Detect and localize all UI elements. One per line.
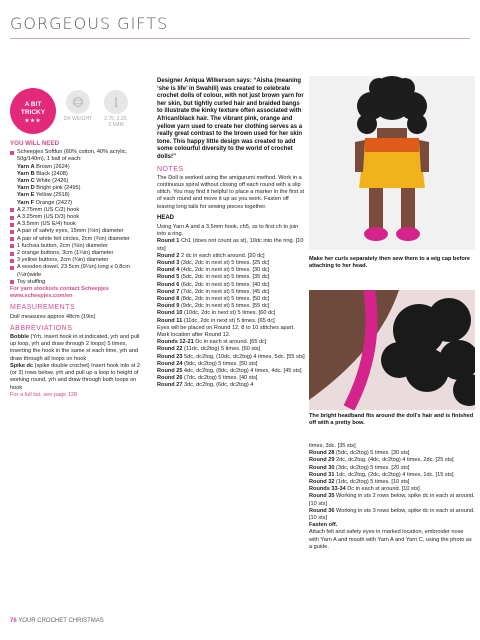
continued-rounds xyxy=(309,450,475,529)
measurements-text: Doll measures approx 48cm (19in) xyxy=(10,313,96,320)
pattern-round: Round 5 (5dc, 2dc in next st) 5 times. [35 dc] xyxy=(157,274,270,281)
abbrev-bobble: Bobble (Yrh, insert hook in st indicated, yrh and pull up loop, yrh and draw through 2 loops) 5 times, inserting the hook in the same st each time, yrh and draw through all loops on hook xyxy=(10,334,140,362)
bullet-icon xyxy=(10,230,14,234)
doll-hair-photo xyxy=(309,290,475,410)
pattern-round: Rounds 12-21 Dc in each st around. [65 dc] xyxy=(157,339,267,346)
section-title: GORGEOUS GIFTS xyxy=(10,14,169,33)
pattern-round: Round 27 3dc, dc2tog, (6dc, dc2tog) 4 xyxy=(157,382,254,389)
full-list-link[interactable]: For a full list, see page 128 xyxy=(10,391,78,398)
pattern-round: Round 24 (9dc, dc2tog) 5 times. [50 sts] xyxy=(157,360,258,367)
pattern-round: Round 26 (7dc, dc2tog) 5 times. [40 sts] xyxy=(157,375,258,382)
materials-item: A 3.5mm (US E/4) hook xyxy=(10,221,142,228)
pattern-round: Round 32 (1dc, dc2tog) 5 times. [10 sts] xyxy=(309,479,410,486)
page-header xyxy=(10,14,470,40)
bullet-icon xyxy=(10,151,14,155)
pattern-round: Round 3 (3dc, 2dc in next st) 5 times. [25 dc] xyxy=(157,259,270,266)
pattern-column xyxy=(157,78,305,390)
notes-text: The Doll is worked using the amigurumi method. Work in a continuous spiral without closing off each round with a slip stitch. You may find it helpful to place a marker in the first st of each round and move it up as you work. Fasten off leaving long tails for sewing pieces together. xyxy=(157,174,305,210)
page-footer xyxy=(10,618,104,624)
pattern-round: Round 6 (6dc, 2dc in next st) 5 times. [40 dc] xyxy=(157,281,270,288)
pattern-round: Round 35 Working in sts 2 rows below, spike dc in each st around. [10 sts] xyxy=(309,493,475,507)
yarn-item: Yarn F Orange (2427) xyxy=(17,199,73,206)
materials-item: Scheepjes Softfun (60% cotton, 40% acrylic, 50g/140m), 1 ball of each: xyxy=(10,149,142,163)
pattern-round: Round 8 (8dc, 2dc in next st) 5 times. [50 dc] xyxy=(157,295,270,302)
pattern-round: Round 1 Ch1 (does not count as st), 10dc into the ring. [10 sts] xyxy=(157,238,304,252)
materials-item: A 2.75mm (US C/2) hook xyxy=(10,207,142,214)
bullet-icon xyxy=(10,208,14,212)
materials-item: A pair of white felt circles, 2cm (¾in) diameter xyxy=(10,236,142,243)
difficulty-stars: ★★★ xyxy=(24,118,42,124)
hook-size-label: 2.75, 3.25, 3.5MM xyxy=(104,116,128,128)
pattern-round: Round 25 4dc, dc2tog, (8dc, dc2tog) 4 times, 4dc. [45 sts] xyxy=(157,368,302,375)
photo-caption-1: Make her curls separately then sew them to a wig cap before attaching to her head. xyxy=(309,256,471,269)
materials-column xyxy=(10,140,142,399)
notes-heading: NOTES xyxy=(157,165,184,173)
yarn-item: Yarn B Black (2408) xyxy=(17,170,68,177)
yarn-item: Yarn C White (2426) xyxy=(17,178,69,185)
pattern-round: Round 9 (9dc, 2dc in next st) 5 times. [55 dc] xyxy=(157,303,270,310)
difficulty-badge xyxy=(10,88,56,134)
yarn-item: Yarn E Yellow (2518) xyxy=(17,192,70,199)
yarn-item: Yarn D Bright pink (2495) xyxy=(17,185,81,192)
bullet-icon xyxy=(10,237,14,241)
difficulty-line-1: A BIT xyxy=(24,101,42,108)
you-will-need-heading: YOU WILL NEED xyxy=(10,140,60,147)
pattern-round: Round 4 (4dc, 2dc in next st) 5 times. [30 dc] xyxy=(157,267,270,274)
pattern-round: Round 2 2 dc in each stitch around. [20 dc] xyxy=(157,252,265,259)
pattern-round: Round 28 (5dc, dc2tog) 5 times. [30 sts] xyxy=(309,450,410,457)
photo-caption-2: The bright headband fits around the doll's hair and is finished off with a pretty bow. xyxy=(309,413,474,426)
pattern-round: Round 36 Working in sts 3 rows below, spike dc in each st around. [10 sts] xyxy=(309,507,475,522)
bullet-icon xyxy=(10,244,14,248)
pattern-round: Round 23 5dc, dc2tog, (10dc, dc2tog) 4 times, 5dc. [55 sts] xyxy=(157,353,305,360)
abbrev-spike: Spike dc (spike double crochet) Insert hook into st 2 (or 3) rows below, yrh and pull up a loop to height of working round, yrh and draw through both loops on hook xyxy=(10,362,140,391)
bullet-icon xyxy=(10,252,14,256)
pattern-round: Round 31 1dc, dc2tog, (2dc, dc2tog) 4 times, 1dc. [15 sts] xyxy=(309,471,454,478)
measurements-heading: MEASUREMENTS xyxy=(10,304,76,312)
hook-icon xyxy=(104,90,128,114)
pattern-round: Round 30 (3dc, dc2tog) 5 times. [20 sts] xyxy=(309,464,410,471)
materials-item: A wooden dowel, 23.5cm (9¼in) long x 0.8cm (¼in)wide xyxy=(10,264,142,278)
yarn-weight-metric xyxy=(58,90,98,122)
abbreviations-heading: ABBREVIATIONS xyxy=(10,324,73,332)
difficulty-line-2: TRICKY xyxy=(20,109,46,116)
materials-item: 2 orange buttons, 3cm (1¼in) diameter xyxy=(10,250,142,257)
head-rounds xyxy=(157,238,305,389)
pattern-round: Round 7 (7dc, 2dc in next st) 5 times. [45 dc] xyxy=(157,288,270,295)
materials-item: 1 fuchsia button, 2cm (¾in) diameter xyxy=(10,243,142,250)
pattern-round: Round 29 2dc, dc2tog, (4dc, dc2tog) 4 times, 2dc. [25 sts] xyxy=(309,457,454,464)
materials-item: 3 yellow buttons, 2cm (¾in) diameter xyxy=(10,257,142,264)
materials-item: Toy stuffing xyxy=(10,279,142,286)
hook-size-metric xyxy=(96,90,136,128)
bullet-icon xyxy=(10,216,14,220)
head-intro: Using Yarn A and a 3.5mm hook, ch5, ss to first ch to join into a ring. xyxy=(157,223,299,238)
doll-back-photo xyxy=(309,76,475,250)
yarn-item: Yarn A Brown (2624) xyxy=(17,163,70,170)
materials-list xyxy=(10,149,142,286)
pattern-round: Round 22 (11dc, dc2tog) 5 times. [60 sts] xyxy=(157,346,261,353)
pattern-round: Round 10 (10dc, 2dc in next st) 5 times. [60 dc] xyxy=(157,310,276,317)
designer-intro: Designer Aniqua Wilkerson says: “Aisha (meaning ‘she is life’ in Swahili) was created to celebrate crochet dolls of colour, with not just brown yarn for her skin, but tightly curled hair and braided bangs to illustrate the kinky texture often associated with African/black hair. The vibrant pink, orange and yellow yarn used to create her clothing serves as a really great contrast to the brown used for her skin tone. This happy little design was created to add some colourful diversity to the world of crochet dolls!” xyxy=(157,78,304,160)
page-number: 76 xyxy=(10,618,17,624)
bullet-icon xyxy=(10,280,14,284)
pattern-round: Fasten off. xyxy=(309,522,338,529)
pattern-round: Eyes will be placed on Round 12, 8 to 10 stitches apart. Mark location after Round 12. xyxy=(157,324,295,338)
stockists-link[interactable]: For yarn stockists contact Scheepjes www.scheepjes.com/en xyxy=(10,286,109,300)
header-divider xyxy=(10,38,470,39)
bullet-icon xyxy=(10,266,14,270)
magazine-name: YOUR CROCHET CHRISTMAS xyxy=(18,618,104,624)
bullet-icon xyxy=(10,259,14,263)
bullet-icon xyxy=(10,223,14,227)
yarn-ball-icon xyxy=(66,90,90,114)
materials-item: A 3.25mm (US D/3) hook xyxy=(10,214,142,221)
pattern-round: Round 11 (11dc, 2dc in next st) 5 times. [65 dc] xyxy=(157,317,275,324)
continued-lead: times, 3dc. [35 sts] xyxy=(309,443,356,449)
pattern-round: Rounds 33-34 Dc in each st around. [10 sts] xyxy=(309,486,420,493)
head-heading: HEAD xyxy=(157,214,175,221)
continued-column xyxy=(309,443,475,551)
finishing-text: Attach felt and safety eyes in marked location, embroider nose with Yarn A and mouth with Yarn A and Yarn C, using the photo as a guide. xyxy=(309,529,472,550)
yarn-weight-label: DK WEIGHT xyxy=(63,116,93,122)
materials-item: A pair of safety eyes, 15mm (½in) diameter xyxy=(10,228,142,235)
